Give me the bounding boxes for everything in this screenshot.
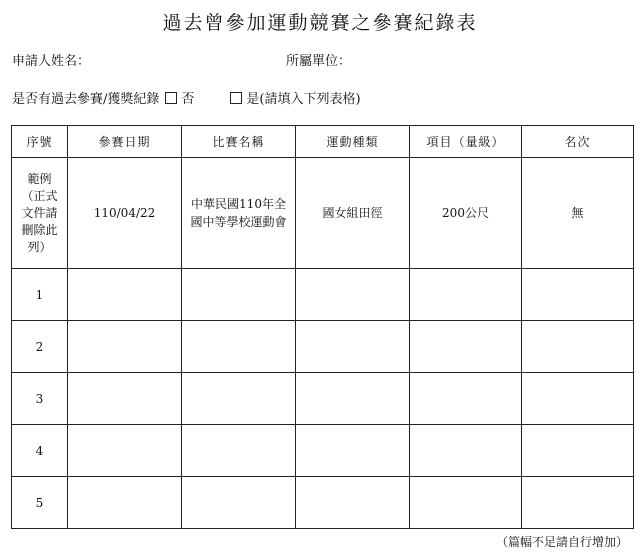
date-cell[interactable]: [68, 477, 182, 529]
yes-checkbox[interactable]: [230, 92, 242, 104]
header-date: 參賽日期: [68, 126, 182, 158]
competition-cell[interactable]: [182, 425, 296, 477]
sport-cell[interactable]: [296, 321, 410, 373]
row-serial: 2: [12, 321, 68, 373]
example-label-cell: [12, 158, 68, 269]
example-competition: 中華民國110年全國中等學校運動會: [190, 197, 287, 229]
record-question-label: 是否有過去參賽/獲獎紀錄: [12, 92, 160, 107]
competition-cell[interactable]: [182, 373, 296, 425]
example-competition-cell: [182, 158, 296, 269]
header-rank: 名次: [522, 126, 634, 158]
table-row: [12, 477, 634, 529]
example-event: 200公尺: [410, 158, 522, 269]
table-row: [12, 373, 634, 425]
example-row: [12, 158, 634, 269]
rank-cell[interactable]: [522, 269, 634, 321]
example-sport: 國女組田徑: [296, 158, 410, 269]
rank-cell[interactable]: [522, 321, 634, 373]
sport-cell[interactable]: [296, 477, 410, 529]
row-serial: 3: [12, 373, 68, 425]
competition-cell[interactable]: [182, 477, 296, 529]
sport-cell[interactable]: [296, 269, 410, 321]
no-checkbox[interactable]: [165, 92, 177, 104]
yes-option-label: 是(請填入下列表格): [246, 92, 361, 107]
event-cell[interactable]: [410, 373, 522, 425]
header-event: 項目（量級）: [410, 126, 522, 158]
row-serial: 1: [12, 269, 68, 321]
example-rank: 無: [522, 158, 634, 269]
table-header-row: [12, 126, 634, 158]
table-row: [12, 321, 634, 373]
unit-label: 所屬單位：: [286, 54, 352, 69]
page-title: 過去曾參加運動競賽之參賽紀錄表: [162, 12, 478, 34]
event-cell[interactable]: [410, 321, 522, 373]
row-serial: 5: [12, 477, 68, 529]
row-serial: 4: [12, 425, 68, 477]
event-cell[interactable]: [410, 425, 522, 477]
competition-cell[interactable]: [182, 269, 296, 321]
date-cell[interactable]: [68, 321, 182, 373]
header-competition: 比賽名稱: [182, 126, 296, 158]
record-question-line: [12, 88, 361, 107]
records-table: [11, 125, 634, 529]
header-sport: 運動種類: [296, 126, 410, 158]
table-row: [12, 425, 634, 477]
rank-cell[interactable]: [522, 373, 634, 425]
date-cell[interactable]: [68, 373, 182, 425]
event-cell[interactable]: [410, 477, 522, 529]
example-date: 110/04/22: [68, 158, 182, 269]
rank-cell[interactable]: [522, 425, 634, 477]
sport-cell[interactable]: [296, 373, 410, 425]
no-option-label: 否: [181, 92, 195, 107]
table-row: [12, 269, 634, 321]
event-cell[interactable]: [410, 269, 522, 321]
competition-cell[interactable]: [182, 321, 296, 373]
sport-cell[interactable]: [296, 425, 410, 477]
applicant-name-label: 申請人姓名：: [12, 54, 91, 69]
date-cell[interactable]: [68, 269, 182, 321]
example-label: 範例（正式文件請刪除此列）: [21, 171, 58, 254]
date-cell[interactable]: [68, 425, 182, 477]
rank-cell[interactable]: [522, 477, 634, 529]
header-serial: 序號: [12, 126, 68, 158]
footnote: （篇幅不足請自行增加）: [495, 535, 628, 549]
